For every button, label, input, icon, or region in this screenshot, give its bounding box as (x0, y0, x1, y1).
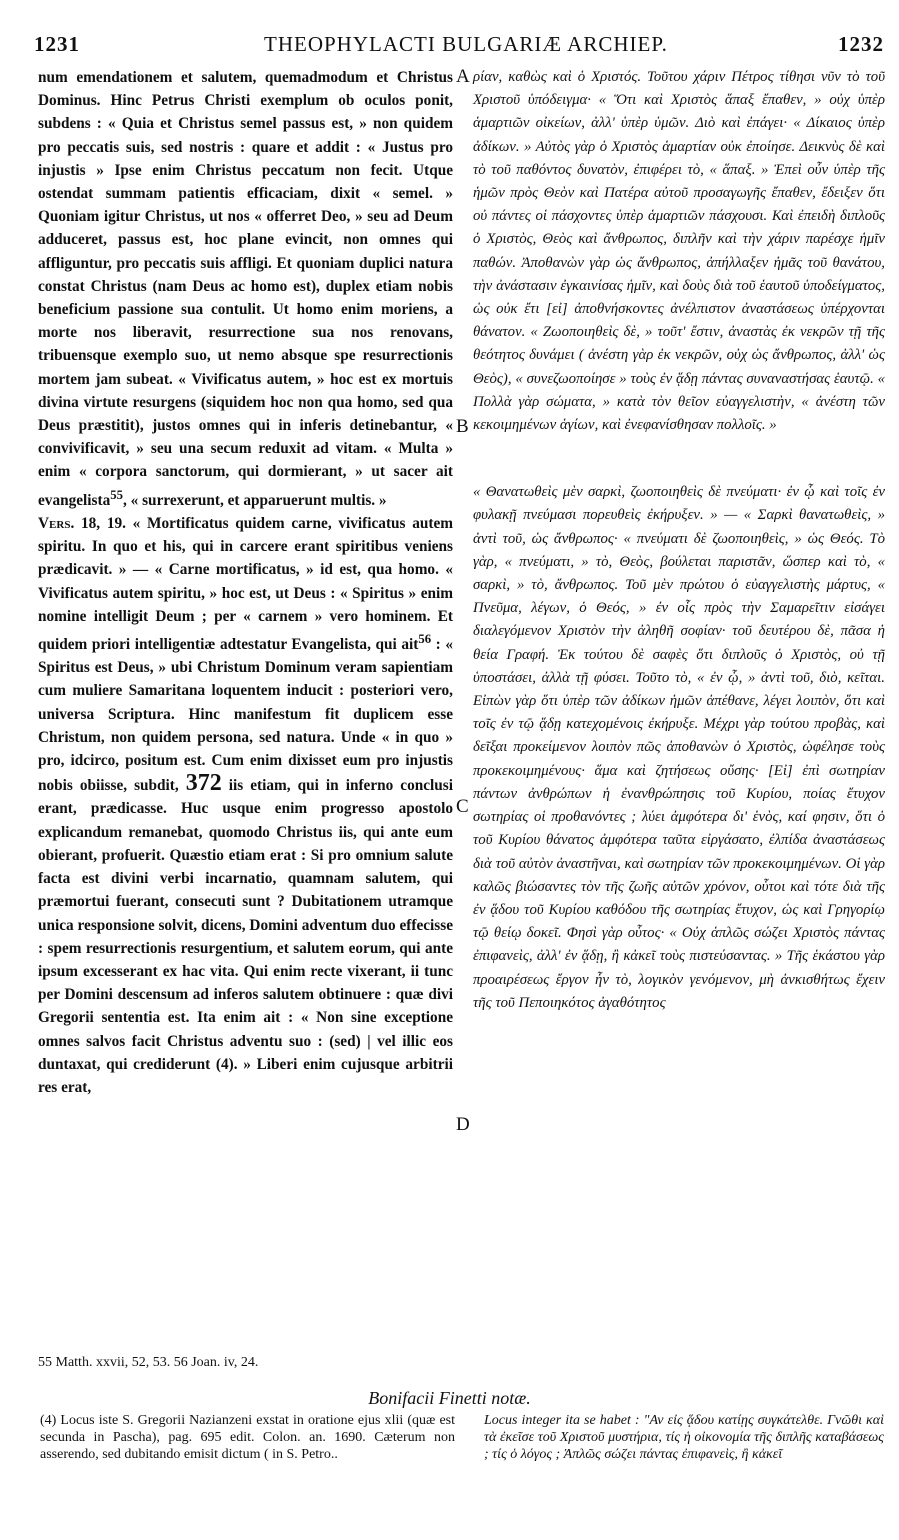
notes-title: Bonifacii Finetti notæ. (368, 1388, 531, 1408)
latin-paragraph (38, 512, 453, 1099)
greek-paragraph: ρίαν, καθὼς καὶ ὁ Χριστός. Τοῦτου χάριν Πέτρος τίθησι νῦν τὸ τοῦ Χριστοῦ ὑπόδειγμα· « Ὅτι καὶ Χριστὸς ἅπαξ ἔπαθεν, » οὐχ ὑπὲρ ἁμαρτιῶν οἰκείων, ἀλλ' ὑπὲρ ὑμῶν. Διὸ καὶ ἐπάγει· « Δίκαιος ὑπὲρ ἀδίκων. » Αὐτὸς γὰρ ὁ Χριστὸς ἁμαρτίαν οὐκ ἐποίησε. Δεικνὺς δὲ καὶ τὸ τοῦ παθόντος δυνατὸν, ἐπιφέρει τὸ, « ἅπαξ. » Ἐπεὶ οὖν ὑπὲρ τῆς ἡμῶν πρὸς Θεὸν καὶ Πατέρα αὐτοῦ προσαγωγῆς ἔπαθεν, ἔδειξεν ὅτι οὐ πάντες οἱ πάσχοντες ὑπὲρ ἁμαρτιῶν πάσχουσι. Καὶ ἐπειδὴ διπλοῦς ὁ Χριστὸς, Θεὸς καὶ ἄνθρωπος, διπλῆν καὶ τὴν χάριν παρέσχε ἡμῖν παθών. Ἀποθανὼν γὰρ ὡς ἄνθρωπος, ἀπήλλαξεν ἡμᾶς τοῦ θανάτου, τὴν ἀνάστασιν ἐγκαινίσας ἡμῖν, καὶ δοὺς διὰ τοῦ ἑαυτοῦ ὑποδείγματος, ὡς οὐκ ἔτι [εἰ] ἀποθνήσκοντες ἀνέλπιστον ἀναστάσεως ὑπέρχονται θάνατον. « Ζωοποιηθεὶς δὲ, » τοῦτ' ἔστιν, ἀναστὰς ἐκ νεκρῶν τῇ τῆς θεότητος δυνάμει ( ἀνέστη γὰρ ἐκ νεκρῶν, οὐχ ὡς ἄνθρωπος, ἀλλ' ὡς Θεὸς), « συνεζωοποίησε » τοὺς ἐν ᾅδῃ πάντας συναναστήσας ἑαυτῷ. « Πολλὰ γὰρ σώματα, » κατὰ τὸν θεῖον εὐαγγελιστὴν, « ἀνέστη τῶν κεκοιμημένων ἁγίων, καὶ ἐνεφανίσθησαν πολλοῖς. » (473, 69, 885, 434)
latin-text: « Mortificatus quidem carne, vivificatus autem spiritu. In quo et his, qui in carcere erant spiritibus veniens prædicavit. » — « Carne mortificatus, » id est, qua homo. « Vivificatus autem spiritu, » hoc est, ut Deus : « Spiritus » enim nomine intelligit Deum ; per « carnem » vero hominem. Et quidem priori intelligentiæ adtestatur Evangelista, qui ait (38, 514, 454, 654)
editor-note-left: (4) Locus iste S. Gregorii Nazianzeni exstat in oratione ejus xlii (quæ est secunda in Pascha), pag. 695 edit. Colon. an. 1690. Cæterum non asserendo, sed dubitando emisit dictum ( in S. Petro.. (40, 1413, 455, 1462)
latin-paragraph (38, 66, 453, 512)
greek-paragraph: « Θανατωθεὶς μὲν σαρκὶ, ζωοποιηθεὶς δὲ πνεύματι· ἐν ᾧ καὶ τοῖς ἐν φυλακῇ πνεύμασι πορευθεὶς ἐκήρυξεν. » — « Σαρκὶ θανατωθεὶς, » ἀντὶ τοῦ, ὡς ἄνθρωπος· « πνεύματι δὲ ζωοποιηθεὶς, » ὡς Θεός. Τὸ γὰρ, « πνεύματι, » τὸ, Θεὸς, βούλεται παριστᾶν, ὥσπερ καὶ τὸ, « σαρκὶ, » τὸ, ἄνθρωπος. Τοῦ μὲν πρώτου ὁ εὐαγγελιστὴς μάρτυς, « Πνεῦμα, λέγων, ὁ Θεός, » ἐν οἷς πρὸς τὴν Σαμαρεῖτιν εἰσάγει διαλεγόμενον Χριστὸν τὴν ἀληθῆ σοφίαν· τοῦ δευτέρου δὲ, πᾶσα ἡ θεία Γραφή. Ἐκ τούτου δὲ σαφὲς ὅτι διπλοῦς ὁ Χριστὸς, οὐ τῇ ὑποστάσει, ἀλλὰ τῇ φύσει. Τοῦτο τὸ, « ἐν ᾧ, » ἀντὶ τοῦ, διὸ, κεῖται. Εἰπὼν γὰρ ὅτι ὑπὲρ τῶν ἀδίκων ἡμῶν ἀπέθανε, λέγει λοιπὸν, ὅτι καὶ τοῖς ἐν τῷ ᾅδῃ κατεχομένοις ἐκήρυξε. Μέχρι γὰρ τούτου προβὰς, καὶ δεῖξαι προκείμενον λοιπὸν πῶς ἀποθανὼν ὁ Χριστὸς, ὠφέλησε τοὺς προκεκοιμημένους· ἅμα καὶ ζητήσεως οὔσης· [Εἰ] ἐπὶ σωτηρίαν πάντων ἀνθρώπων ἡ ἐνανθρώπησις τοῦ Κυρίου, ποίας ἔτυχον σωτηρίας οἱ προθανόντες ; λύει ἀμφότερα δι' ἑνὸς, καί φησιν, ὅτι ὁ τοῦ Κυρίου θάνατος ἀμφότερα ταῦτα εἰργάσατο, ἐλπίδα ἀναστάσεως διὰ τοῦ αὐτὸν ἀναστῆναι, καὶ σωτηρίαν τῶν προκεκοιμημένων. Οἱ γὰρ καλῶς βιώσαντες τὸν τῆς ζωῆς αὐτῶν χρόνον, οὗτοι καὶ τότε διὰ τῆς ἐν ᾅδου τοῦ Κυρίου καθόδου τῆς σωτηρίας ἔτυχον, ὡς καὶ Γρηγορίῳ τῷ θείῳ δοκεῖ. Φησὶ γὰρ οὗτος· « Οὐχ ἁπλῶς σώζει Χριστὸς πάντας ἐπιφανεὶς, ἀλλ' ἐν ᾅδῃ, ἢ κἀκεῖ τοὺς πιστεύσαντας. » Τῆς ἑκάστου γὰρ προαιρέσεως ἔργον ἦν τὸ, λογικὸν γενόμενον, μὴ ἀνκισθήτως ἔχειν τῆς τοῦ Πεποιηκότος ἀγαθότητος (473, 484, 885, 1011)
column-number: 372 (185, 770, 222, 797)
latin-column (38, 66, 453, 1099)
greek-column (473, 66, 885, 1015)
running-title: THEOPHYLACTI BULGARIÆ ARCHIEP. (264, 32, 668, 56)
page-number-right: 1232 (838, 32, 884, 56)
latin-text: , « surrexerunt, et apparuerunt multis. » (122, 491, 387, 509)
margin-marker-a: A (456, 66, 470, 87)
verse-label: Vers. 18, 19. (38, 514, 126, 532)
margin-marker-b: B (456, 416, 469, 437)
footnote-ref: 56 (418, 631, 432, 646)
editor-note-right: Locus integer ita se habet : "Αν εἰς ᾅδου κατίῃς συγκάτελθε. Γνῶθι καὶ τὰ ἐκεῖσε τοῦ Χριστοῦ μυστήρια, τίς ἡ οἰκονομία τῆς διπλῆς καταβάσεως ; τίς ὁ λόγος ; Ἁπλῶς σώζει πάντας ἐπιφανεὶς, ἢ κἀκεῖ (484, 1413, 884, 1462)
scripture-footnotes: 55 Matth. xxvii, 52, 53. 56 Joan. iv, 24. (38, 1355, 259, 1370)
latin-text: : « Spiritus est Deus, » ubi Christum Dominum veram sapientiam cum muliere Samaritana loquentem inducit : posteriori vero, universa Scriptura. Hinc manifestum fit duplicem esse Christum, non quidem persona, sed natura. Unde « in quo » pro, idcirco, positum est. Cum enim dixisset eum pro injustis nobis obiisse, subdit, (38, 636, 453, 795)
footnote-ref: 55 (110, 487, 123, 502)
page-header (34, 32, 884, 60)
margin-marker-c: C (456, 796, 469, 817)
page-number-left: 1231 (34, 32, 80, 56)
latin-text: num emendationem et salutem, quemadmodum et Christus Dominus. Hinc Petrus Christi exemplum ob oculos ponit, subdens : « Quia et Christus semel passus est, » non quidem pro peccatis suis, sed nostris : quare et addit : « Justus pro injustis » Ipse enim Christus peccatum non fecit. Utque ostendat summam patientis efficaciam, dixit « semel. » Quoniam igitur Christus, ut nos « offerret Deo, » seu ad Deum adduceret, passus est, hoc plane evincit, non omnes qui affliguntur, pro peccatis suis affligi. Et quoniam duplici natura constat Christus (nam Deus ac homo est), duplex etiam nobis beneficium passione sua contulit. Ut homo enim moriens, a morte nos liberavit, resurrectione sua nos renovans, tribuensque exemplo suo, ut nemo absque spe resurrectionis mortem jam subeat. « Vivificatus autem, » hoc est ex mortuis divina virtute resurgens (siquidem hoc non qua homo, sed qua Deus præstitit), justos omnes qui in inferis detinebantur, « convivificavit, » seu una secum reduxit ad vitam. « Multa » enim « corpora sanctorum, qui dormierant, » ut sacer ait evangelista (38, 69, 453, 509)
margin-marker-d: D (456, 1114, 470, 1135)
latin-text: iis etiam, qui in inferno conclusi erant, prædicasse. Huc usque enim progresso apostolo explicandum remanebat, quomodo Christus iis, qui ante eum obierant, profuerit. Quæstio etiam erat : Si pro omnium salute facta est divini verbi incarnatio, quamnam salutem, qui præmortui fuerant, consecuti sunt ? Dubitationem utramque unica responsione solvit, dicens, Domini adventum duo effecisse : spem resurrectionis resurgentium, et salutem eorum, qui ante ipsum excesserant ex hac vita. Qui enim recte vixerant, ii tunc per Domini descensum ad inferos salutem obtinuere : quæ divi Gregorii sententia est. Ita enim ait : « Non sine exceptione omnes salvos facit Christus adventu suo : (sed) | vel illic eos duntaxat, qui crediderunt (4). » Liberi enim cujusque arbitrii res erat, (38, 777, 453, 1096)
